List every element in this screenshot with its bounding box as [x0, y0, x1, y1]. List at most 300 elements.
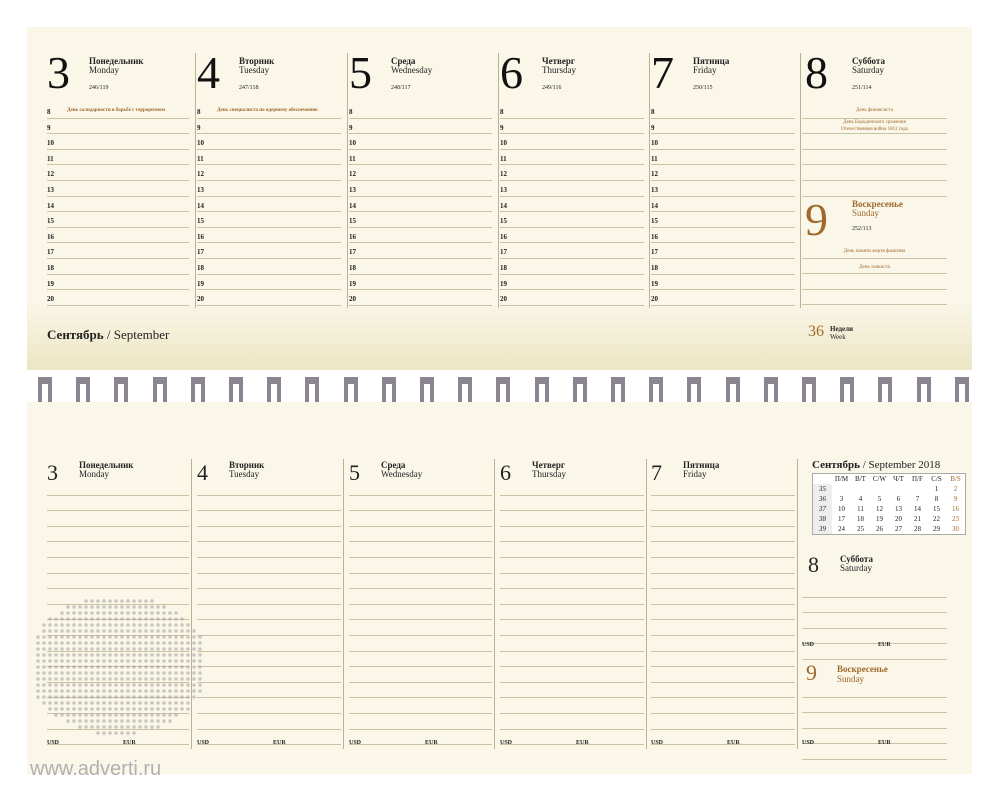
- decor-dot: [42, 641, 46, 645]
- decor-dot: [96, 653, 100, 657]
- note-line[interactable]: [47, 527, 189, 543]
- decor-dot: [60, 623, 64, 627]
- decor-dot: [126, 647, 130, 651]
- hour-row[interactable]: [197, 103, 341, 119]
- day-column: [197, 27, 345, 307]
- note-line[interactable]: [197, 667, 341, 683]
- hour-label: 9: [197, 123, 201, 132]
- hour-row[interactable]: [197, 165, 341, 181]
- note-line[interactable]: [651, 667, 795, 683]
- weekend-row[interactable]: [802, 134, 947, 150]
- hour-row[interactable]: [651, 165, 795, 181]
- calendar-header-cell: П/F: [912, 475, 923, 483]
- note-line[interactable]: [349, 683, 492, 699]
- note-line[interactable]: [802, 729, 947, 745]
- note-line[interactable]: [349, 714, 492, 730]
- weekend-row[interactable]: [802, 165, 947, 181]
- decor-dot: [102, 731, 106, 735]
- note-line[interactable]: [500, 730, 644, 746]
- hour-row[interactable]: [47, 275, 189, 291]
- decor-dot: [108, 623, 112, 627]
- hour-row[interactable]: [47, 165, 189, 181]
- decor-dot: [132, 659, 136, 663]
- hour-row[interactable]: [651, 197, 795, 213]
- calendar-day-cell[interactable]: [832, 484, 851, 494]
- note-line[interactable]: [500, 527, 644, 543]
- hour-label: 12: [349, 170, 356, 179]
- hour-row[interactable]: [349, 243, 492, 259]
- decor-dot: [102, 677, 106, 681]
- note-line[interactable]: [651, 574, 795, 590]
- hour-row[interactable]: [651, 103, 795, 119]
- hour-row[interactable]: [349, 275, 492, 291]
- hour-row[interactable]: [500, 134, 644, 150]
- decor-dot: [72, 659, 76, 663]
- note-line[interactable]: [197, 636, 341, 652]
- note-line[interactable]: [500, 605, 644, 621]
- note-line[interactable]: [349, 667, 492, 683]
- note-line[interactable]: [197, 527, 341, 543]
- calendar-day-cell[interactable]: 19: [876, 515, 883, 523]
- weekend-row[interactable]: [802, 290, 947, 306]
- hour-row[interactable]: [500, 150, 644, 166]
- decor-dot: [138, 599, 142, 603]
- hour-row[interactable]: [500, 119, 644, 135]
- hour-row[interactable]: [651, 243, 795, 259]
- hour-row[interactable]: [47, 119, 189, 135]
- hour-row[interactable]: [349, 181, 492, 197]
- hour-row[interactable]: [500, 259, 644, 275]
- calendar-day-cell[interactable]: 1: [934, 485, 939, 493]
- decor-dot: [84, 707, 88, 711]
- decor-dot: [126, 629, 130, 633]
- calendar-day-cell[interactable]: 16: [952, 505, 959, 513]
- calendar-day-cell[interactable]: 15: [933, 505, 940, 513]
- calendar-day-cell[interactable]: 20: [895, 515, 902, 523]
- note-line[interactable]: [500, 558, 644, 574]
- calendar-day-cell[interactable]: 3: [839, 495, 844, 503]
- hour-row[interactable]: [197, 228, 341, 244]
- note-line[interactable]: [500, 496, 644, 512]
- decor-dot: [168, 683, 172, 687]
- hour-row[interactable]: [500, 103, 644, 119]
- hour-row[interactable]: [349, 119, 492, 135]
- decor-dot: [102, 617, 106, 621]
- note-line[interactable]: [500, 620, 644, 636]
- hour-row[interactable]: [349, 103, 492, 119]
- note-line[interactable]: [349, 527, 492, 543]
- eur-label: EUR: [576, 740, 589, 746]
- note-line[interactable]: [651, 698, 795, 714]
- note-line[interactable]: [47, 480, 189, 496]
- hour-row[interactable]: [47, 212, 189, 228]
- calendar-day-cell[interactable]: 9: [953, 495, 958, 503]
- calendar-day-cell[interactable]: 5: [877, 495, 882, 503]
- decor-dot: [78, 671, 82, 675]
- note-line[interactable]: [500, 542, 644, 558]
- decor-dot: [126, 677, 130, 681]
- decor-dot: [108, 635, 112, 639]
- bottom-day-name-en: Tuesday: [229, 469, 260, 479]
- decor-dot: [54, 665, 58, 669]
- decor-dot: [162, 653, 166, 657]
- decor-dot: [174, 701, 178, 705]
- decor-dot: [42, 665, 46, 669]
- hour-row[interactable]: [500, 290, 644, 306]
- hour-row[interactable]: [349, 290, 492, 306]
- day-index: 246/119: [89, 85, 109, 91]
- calendar-day-cell[interactable]: [870, 484, 889, 494]
- hour-label: 18: [349, 264, 356, 272]
- note-line[interactable]: [197, 730, 341, 746]
- hour-row[interactable]: [47, 181, 189, 197]
- note-line[interactable]: [197, 652, 341, 668]
- decor-dot: [78, 701, 82, 705]
- calendar-day-cell[interactable]: 27: [895, 525, 902, 533]
- note-line[interactable]: [349, 496, 492, 512]
- decor-dot: [144, 725, 148, 729]
- note-line[interactable]: [802, 582, 947, 598]
- column-divider: [494, 459, 495, 749]
- note-line[interactable]: [47, 511, 189, 527]
- calendar-day-cell[interactable]: 6: [896, 495, 901, 503]
- calendar-day-cell[interactable]: 14: [914, 505, 921, 513]
- note-line[interactable]: [802, 629, 947, 645]
- note-line[interactable]: [500, 480, 644, 496]
- hour-row[interactable]: [197, 181, 341, 197]
- decor-dot: [84, 725, 88, 729]
- hour-row[interactable]: [500, 275, 644, 291]
- decor-dot: [192, 647, 196, 651]
- hour-row[interactable]: [349, 150, 492, 166]
- decor-dot: [48, 653, 52, 657]
- hour-row[interactable]: [47, 259, 189, 275]
- note-line[interactable]: [349, 511, 492, 527]
- hour-row[interactable]: [651, 212, 795, 228]
- decor-dot: [120, 647, 124, 651]
- note-line[interactable]: [500, 574, 644, 590]
- hour-row[interactable]: [500, 165, 644, 181]
- hour-label: 8: [47, 108, 51, 116]
- note-line[interactable]: [197, 698, 341, 714]
- hour-row[interactable]: [651, 119, 795, 135]
- decor-dot: [90, 605, 94, 609]
- note-line[interactable]: [500, 652, 644, 668]
- hour-label: 16: [651, 232, 658, 241]
- note-line[interactable]: [197, 589, 341, 605]
- hour-row[interactable]: [47, 134, 189, 150]
- decor-dot: [174, 665, 178, 669]
- hour-label: 14: [47, 201, 54, 210]
- decor-dot: [48, 689, 52, 693]
- calendar-day-cell[interactable]: 24: [838, 525, 845, 533]
- note-line[interactable]: [197, 542, 341, 558]
- hour-row[interactable]: [500, 212, 644, 228]
- note-line[interactable]: [349, 574, 492, 590]
- decor-dot: [132, 707, 136, 711]
- decor-dot: [54, 635, 58, 639]
- hour-row[interactable]: [349, 165, 492, 181]
- note-line[interactable]: [802, 598, 947, 614]
- note-line[interactable]: [349, 558, 492, 574]
- hour-row[interactable]: [197, 212, 341, 228]
- note-line[interactable]: [349, 698, 492, 714]
- note-line[interactable]: [500, 698, 644, 714]
- decor-dot: [126, 713, 130, 717]
- hour-row[interactable]: [47, 197, 189, 213]
- note-line[interactable]: [197, 574, 341, 590]
- note-line[interactable]: [500, 683, 644, 699]
- hour-row[interactable]: [349, 259, 492, 275]
- note-line[interactable]: [197, 605, 341, 621]
- calendar-day-cell[interactable]: 21: [914, 515, 921, 523]
- calendar-day-cell[interactable]: 4: [858, 495, 863, 503]
- calendar-day-cell[interactable]: 2: [953, 485, 958, 493]
- hour-row[interactable]: [47, 290, 189, 306]
- calendar-day-cell[interactable]: [889, 484, 908, 494]
- hour-row[interactable]: [47, 243, 189, 259]
- hour-row[interactable]: [500, 228, 644, 244]
- note-line[interactable]: [651, 652, 795, 668]
- decor-dot: [192, 641, 196, 645]
- calendar-day-cell[interactable]: 11: [857, 505, 864, 513]
- decor-dot: [156, 695, 160, 699]
- note-line[interactable]: [500, 589, 644, 605]
- hour-row[interactable]: [47, 150, 189, 166]
- note-line[interactable]: [651, 714, 795, 730]
- note-line[interactable]: [651, 730, 795, 746]
- note-line[interactable]: [802, 744, 947, 760]
- decor-dot: [78, 647, 82, 651]
- usd-label: USD: [651, 740, 664, 746]
- usd-label: USD: [197, 740, 210, 746]
- decor-dot: [120, 719, 124, 723]
- note-line[interactable]: [651, 511, 795, 527]
- decor-dot: [90, 617, 94, 621]
- hour-row[interactable]: [500, 243, 644, 259]
- note-line[interactable]: [197, 558, 341, 574]
- decor-dot: [72, 605, 76, 609]
- hour-row[interactable]: [197, 197, 341, 213]
- note-line[interactable]: [349, 589, 492, 605]
- hour-label: 9: [47, 123, 51, 132]
- hour-row[interactable]: [197, 275, 341, 291]
- decor-dot: [186, 689, 190, 693]
- note-line[interactable]: [349, 636, 492, 652]
- note-line[interactable]: [197, 620, 341, 636]
- hour-row[interactable]: [197, 150, 341, 166]
- decor-dot: [48, 701, 52, 705]
- decor-dot: [72, 635, 76, 639]
- note-line[interactable]: [197, 480, 341, 496]
- calendar-day-cell[interactable]: 25: [857, 525, 864, 533]
- note-line[interactable]: [47, 574, 189, 590]
- weekend-row[interactable]: [802, 274, 947, 290]
- hour-label: 16: [197, 232, 204, 241]
- decor-dot: [90, 599, 94, 603]
- bottom-saturday-name-en: Saturday: [840, 563, 872, 573]
- note-line[interactable]: [651, 496, 795, 512]
- decor-dot: [54, 617, 58, 621]
- calendar-day-cell[interactable]: 17: [838, 515, 845, 523]
- note-line[interactable]: [802, 613, 947, 629]
- note-line[interactable]: [651, 605, 795, 621]
- calendar-day-cell[interactable]: [851, 484, 870, 494]
- decor-dot: [156, 623, 160, 627]
- decor-dot: [156, 671, 160, 675]
- hour-row[interactable]: [197, 243, 341, 259]
- calendar-header-cell: П/M: [834, 475, 849, 483]
- decor-dot: [186, 659, 190, 663]
- decor-dot: [132, 677, 136, 681]
- decor-dot: [120, 605, 124, 609]
- calendar-day-cell[interactable]: 12: [876, 505, 883, 513]
- decor-dot: [96, 605, 100, 609]
- note-line[interactable]: [349, 542, 492, 558]
- hour-row[interactable]: [349, 228, 492, 244]
- hour-row[interactable]: [651, 228, 795, 244]
- note-line[interactable]: [651, 558, 795, 574]
- calendar-day-cell[interactable]: 30: [952, 525, 959, 533]
- note-line[interactable]: [651, 636, 795, 652]
- hour-row[interactable]: [47, 228, 189, 244]
- weekend-row[interactable]: [802, 150, 947, 166]
- note-line[interactable]: [197, 714, 341, 730]
- hour-label: 8: [651, 108, 655, 116]
- decor-dot: [42, 683, 46, 687]
- decor-dot: [72, 611, 76, 615]
- hour-row[interactable]: [349, 197, 492, 213]
- decor-dot: [54, 641, 58, 645]
- decor-dot: [102, 641, 106, 645]
- decor-dot: [150, 641, 154, 645]
- hour-row[interactable]: [197, 290, 341, 306]
- hour-row[interactable]: [651, 134, 795, 150]
- hour-row[interactable]: [500, 197, 644, 213]
- hour-row[interactable]: [349, 212, 492, 228]
- note-line[interactable]: [47, 496, 189, 512]
- decor-dot: [156, 659, 160, 663]
- note-line[interactable]: [349, 480, 492, 496]
- decor-dot: [198, 671, 202, 675]
- note-line[interactable]: [802, 682, 947, 698]
- note-line[interactable]: [349, 605, 492, 621]
- decor-dot: [162, 701, 166, 705]
- decor-dot: [96, 719, 100, 723]
- hour-row[interactable]: [651, 181, 795, 197]
- note-line[interactable]: [651, 542, 795, 558]
- calendar-day-cell[interactable]: 29: [933, 525, 940, 533]
- decor-dot: [102, 683, 106, 687]
- decor-dot: [120, 725, 124, 729]
- hour-row[interactable]: [651, 150, 795, 166]
- bottom-day-name-en: Thursday: [532, 469, 566, 479]
- decor-dot: [150, 707, 154, 711]
- decor-dot: [162, 617, 166, 621]
- decor-dot: [108, 683, 112, 687]
- note-line[interactable]: [651, 527, 795, 543]
- note-line[interactable]: [651, 589, 795, 605]
- note-line[interactable]: [349, 652, 492, 668]
- hour-label: 14: [349, 201, 356, 210]
- eur-label: EUR: [425, 740, 438, 746]
- calendar-day-cell[interactable]: 10: [838, 505, 845, 513]
- hour-row[interactable]: [197, 119, 341, 135]
- calendar-day-cell[interactable]: 8: [934, 495, 939, 503]
- hour-row[interactable]: [197, 134, 341, 150]
- decor-dot: [108, 725, 112, 729]
- note-line[interactable]: [802, 644, 947, 660]
- calendar-day-cell[interactable]: 18: [857, 515, 864, 523]
- hour-row[interactable]: [349, 134, 492, 150]
- note-line[interactable]: [197, 496, 341, 512]
- decor-dot: [96, 689, 100, 693]
- decor-dot: [84, 641, 88, 645]
- decor-dot: [126, 695, 130, 699]
- hour-row[interactable]: [47, 103, 189, 119]
- day-number: 5: [349, 47, 372, 98]
- note-line[interactable]: [500, 714, 644, 730]
- decor-dot: [108, 707, 112, 711]
- note-line[interactable]: [802, 713, 947, 729]
- calendar-day-cell[interactable]: 22: [933, 515, 940, 523]
- decor-dot: [114, 611, 118, 615]
- decor-dot: [102, 671, 106, 675]
- calendar-day-cell[interactable]: 7: [915, 495, 920, 503]
- saturday-name: Суббота: [852, 56, 885, 66]
- decor-dot: [162, 677, 166, 681]
- decor-dot: [90, 623, 94, 627]
- calendar-day-cell[interactable]: [908, 484, 927, 494]
- decor-dot: [108, 731, 112, 735]
- note-line[interactable]: [197, 683, 341, 699]
- decor-dot: [174, 629, 178, 633]
- sunday-name: Воскресенье: [852, 199, 903, 209]
- hour-row[interactable]: [500, 181, 644, 197]
- decor-dot: [162, 659, 166, 663]
- note-line[interactable]: [500, 636, 644, 652]
- note-line[interactable]: [802, 698, 947, 714]
- decor-dot: [102, 707, 106, 711]
- calendar-day-cell[interactable]: 23: [952, 515, 959, 523]
- decor-dot: [54, 695, 58, 699]
- note-line[interactable]: [349, 620, 492, 636]
- hour-row[interactable]: [651, 275, 795, 291]
- sunday-number: 9: [805, 194, 828, 245]
- note-line[interactable]: [47, 542, 189, 558]
- note-line[interactable]: [500, 511, 644, 527]
- calendar-day-cell[interactable]: 13: [895, 505, 902, 513]
- note-line[interactable]: [500, 667, 644, 683]
- note-line[interactable]: [651, 683, 795, 699]
- hour-row[interactable]: [197, 259, 341, 275]
- hour-row[interactable]: [651, 259, 795, 275]
- calendar-day-cell[interactable]: 28: [914, 525, 921, 533]
- calendar-day-cell[interactable]: 26: [876, 525, 883, 533]
- note-line[interactable]: [197, 511, 341, 527]
- saturday-index: 251/114: [852, 85, 872, 91]
- usd-label: USD: [349, 740, 362, 746]
- decor-dot: [96, 671, 100, 675]
- note-line[interactable]: [47, 558, 189, 574]
- decor-dot: [90, 629, 94, 633]
- decor-dot: [138, 617, 142, 621]
- hour-row[interactable]: [651, 290, 795, 306]
- note-line[interactable]: [349, 730, 492, 746]
- decor-dot: [168, 647, 172, 651]
- note-line[interactable]: [651, 480, 795, 496]
- note-line[interactable]: [651, 620, 795, 636]
